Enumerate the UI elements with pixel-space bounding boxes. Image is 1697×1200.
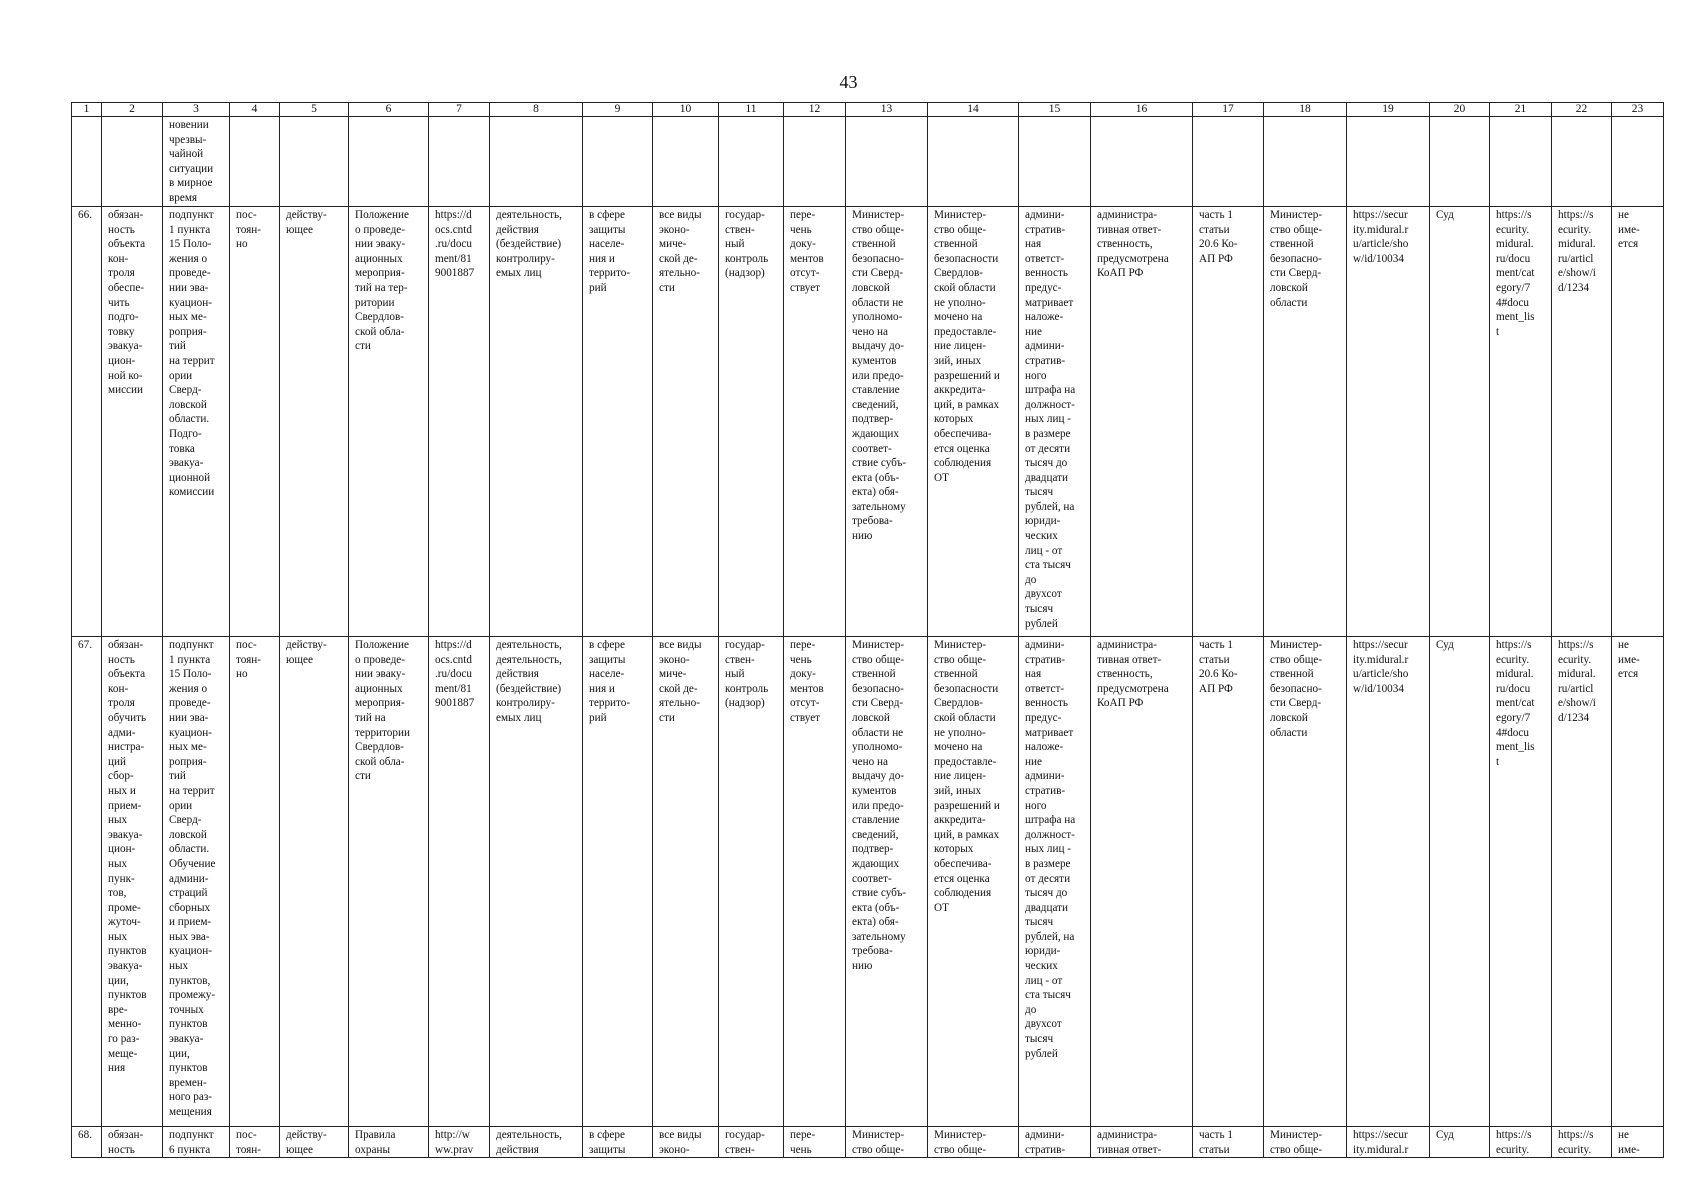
table-cell	[784, 117, 846, 207]
table-cell: https://d ocs.cntd .ru/docu ment/81 9001887	[429, 207, 490, 637]
table-cell: действу- ющее	[280, 637, 349, 1127]
table-row	[72, 117, 1664, 207]
table-cell: пос- тоян- но	[230, 637, 280, 1127]
column-number: 9	[583, 103, 653, 117]
table-row	[72, 1127, 1664, 1158]
table-cell: часть 1 статьи 20.6 Ко- АП РФ	[1193, 207, 1264, 637]
table-cell: деятельность, деятельность, действия (бездействие) контролиру- емых лиц	[490, 637, 583, 1127]
table-cell: Министер- ство обще- ственной безопасно- сти Сверд- ловской области не уполномо- чено на выдачу до- кументов или предо- ставление сведений, подтвер- ждающих соответ- ствие субъ- екта (объ- екта) обя- зательному требова- нию	[846, 207, 928, 637]
column-number: 8	[490, 103, 583, 117]
table-cell: в сфере защиты населе- ния и террито- рий	[583, 637, 653, 1127]
column-number: 11	[719, 103, 784, 117]
table-cell: Суд	[1430, 637, 1490, 1127]
table-cell: государ- ствен- ный контроль (надзор)	[719, 637, 784, 1127]
table-cell: https://secur ity.midural.r u/article/sho w/id/10034	[1347, 207, 1430, 637]
table-cell	[280, 117, 349, 207]
column-number: 21	[1490, 103, 1552, 117]
table-cell: действу- ющее	[280, 1127, 349, 1158]
table-cell: деятельность, действия	[490, 1127, 583, 1158]
table-cell: Положение о проведе- нии эваку- ационных мероприя- тий на тер- ритории Свердлов- ской обла- сти	[349, 207, 429, 637]
table-cell: http://w ww.prav	[429, 1127, 490, 1158]
table-cell: https://s ecurity. midural. ru/docu ment/cat egory/7 4#docu ment_lis t	[1490, 207, 1552, 637]
column-number: 22	[1552, 103, 1612, 117]
table-cell: часть 1 статьи 20.6 Ко- АП РФ	[1193, 637, 1264, 1127]
table-cell: обязан- ность объекта кон- троля обучить адми- нистра- ций сбор- ных и прием- ных эвакуа- цион- ных пунк- тов, проме- жуточ- ных пунктов эвакуа- ции, пунктов вре- менно- го раз- меще- ния	[102, 637, 163, 1127]
table-cell	[1490, 117, 1552, 207]
table-cell: Министер- ство обще-	[928, 1127, 1019, 1158]
table-cell: Министер- ство обще- ственной безопасности Свердлов- ской области не уполно- мочено на предоставле- ние лицен- зий, иных разрешений и аккредита- ций, в рамках которых обеспечива- ется оценка соблюдения ОТ	[928, 637, 1019, 1127]
table-cell: все виды эконо- миче- ской де- ятельно- сти	[653, 637, 719, 1127]
table-cell: администра- тивная ответ- ственность, предусмотрена КоАП РФ	[1091, 207, 1193, 637]
column-number: 6	[349, 103, 429, 117]
table-cell: в сфере защиты	[583, 1127, 653, 1158]
table-row	[72, 207, 1664, 637]
table-cell: подпункт 6 пункта	[163, 1127, 230, 1158]
table-cell: государ- ствен- ный контроль (надзор)	[719, 207, 784, 637]
table-cell: Министер- ство обще- ственной безопасно- сти Сверд- ловской области	[1264, 637, 1347, 1127]
table-cell: Министер- ство обще- ственной безопасности Свердлов- ской области не уполно- мочено на предоставле- ние лицен- зий, иных разрешений и аккредита- ций, в рамках которых обеспечива- ется оценка соблюдения ОТ	[928, 207, 1019, 637]
column-number: 15	[1019, 103, 1091, 117]
column-number: 1	[72, 103, 102, 117]
table-cell	[1347, 117, 1430, 207]
table-cell: https://secur ity.midural.r u/article/sho w/id/10034	[1347, 637, 1430, 1127]
table-cell	[1019, 117, 1091, 207]
table-cell	[1552, 117, 1612, 207]
table-cell: администра- тивная ответ- ственность, предусмотрена КоАП РФ	[1091, 637, 1193, 1127]
table-cell	[1091, 117, 1193, 207]
table-cell: пере- чень	[784, 1127, 846, 1158]
table-cell: Министер- ство обще-	[1264, 1127, 1347, 1158]
table-cell: админи- стратив- ная ответст- венность предус- матривает наложе- ние админи- стратив- ного штрафа на должност- ных лиц - в размере от десяти тысяч до двадцати тысяч рублей, на юриди- ческих лиц - от ста тысяч до двухсот тысяч рублей	[1019, 207, 1091, 637]
table-cell	[846, 117, 928, 207]
table-cell	[230, 117, 280, 207]
table-cell	[1264, 117, 1347, 207]
table-cell: https://secur ity.midural.r	[1347, 1127, 1430, 1158]
table-cell: подпункт 1 пункта 15 Поло- жения о проведе- нии эва- куацион- ных ме- роприя- тий на террит ории Сверд- ловской области. Подго- товка эвакуа- ционной комиссии	[163, 207, 230, 637]
table-cell: не име- ется	[1612, 637, 1664, 1127]
table-cell	[1612, 117, 1664, 207]
table-cell: https://s ecurity.	[1552, 1127, 1612, 1158]
table-cell: https://s ecurity. midural. ru/articl e/show/i d/1234	[1552, 207, 1612, 637]
table-cell: обязан- ность объекта кон- троля обеспе- чить подго- товку эвакуа- цион- ной ко- миссии	[102, 207, 163, 637]
column-number: 13	[846, 103, 928, 117]
table-cell: Положение о проведе- нии эваку- ационных мероприя- тий на территории Свердлов- ской обла- сти	[349, 637, 429, 1127]
row-number-cell	[72, 117, 102, 207]
table-cell: Министер- ство обще-	[846, 1127, 928, 1158]
table-cell: пере- чень доку- ментов отсут- ствует	[784, 207, 846, 637]
column-number: 2	[102, 103, 163, 117]
table-cell: все виды эконо- миче- ской де- ятельно- сти	[653, 207, 719, 637]
table-cell: обязан- ность	[102, 1127, 163, 1158]
table-cell: пос- тоян- но	[230, 207, 280, 637]
column-number: 14	[928, 103, 1019, 117]
table-cell: пере- чень доку- ментов отсут- ствует	[784, 637, 846, 1127]
table-cell: все виды эконо-	[653, 1127, 719, 1158]
column-number: 20	[1430, 103, 1490, 117]
table-cell: Суд	[1430, 207, 1490, 637]
table-cell: в сфере защиты населе- ния и террито- рий	[583, 207, 653, 637]
column-number: 12	[784, 103, 846, 117]
table-cell: пос- тоян-	[230, 1127, 280, 1158]
column-number: 19	[1347, 103, 1430, 117]
table-cell	[490, 117, 583, 207]
table-cell	[928, 117, 1019, 207]
column-number: 4	[230, 103, 280, 117]
table-cell	[349, 117, 429, 207]
row-number-cell: 66.	[72, 207, 102, 637]
table-cell: https://s ecurity. midural. ru/articl e/show/i d/1234	[1552, 637, 1612, 1127]
column-number: 16	[1091, 103, 1193, 117]
table-cell: действу- ющее	[280, 207, 349, 637]
table-cell: деятельность, действия (бездействие) контролиру- емых лиц	[490, 207, 583, 637]
table-cell: Суд	[1430, 1127, 1490, 1158]
table-cell	[1193, 117, 1264, 207]
column-number: 5	[280, 103, 349, 117]
column-number: 7	[429, 103, 490, 117]
table-cell: админи- стратив-	[1019, 1127, 1091, 1158]
table-cell: не име- ется	[1612, 207, 1664, 637]
column-number: 23	[1612, 103, 1664, 117]
column-number: 3	[163, 103, 230, 117]
table-cell	[429, 117, 490, 207]
column-number: 10	[653, 103, 719, 117]
table-cell: часть 1 статьи	[1193, 1127, 1264, 1158]
table-cell: Министер- ство обще- ственной безопасно- сти Сверд- ловской области не уполномо- чено на выдачу до- кументов или предо- ставление сведений, подтвер- ждающих соответ- ствие субъ- екта (объ- екта) обя- зательному требова- нию	[846, 637, 928, 1127]
page-number: 43	[839, 72, 858, 92]
row-number-cell: 67.	[72, 637, 102, 1127]
table-cell	[583, 117, 653, 207]
table-cell: новении чрезвы- чайной ситуации в мирное время	[163, 117, 230, 207]
table-cell: не име-	[1612, 1127, 1664, 1158]
table-cell: подпункт 1 пункта 15 Поло- жения о проведе- нии эва- куацион- ных ме- роприя- тий на террит ории Сверд- ловской области. Обучение админи- страций сборных и прием- ных эва- куацион- ных пунктов, промежу- точных пунктов эвакуа- ции, пунктов времен- ного раз- мещения	[163, 637, 230, 1127]
row-number-cell: 68.	[72, 1127, 102, 1158]
table-cell: админи- стратив- ная ответст- венность предус- матривает наложе- ние админи- стратив- ного штрафа на должност- ных лиц - в размере от десяти тысяч до двадцати тысяч рублей, на юриди- ческих лиц - от ста тысяч до двухсот тысяч рублей	[1019, 637, 1091, 1127]
register-table	[71, 102, 1664, 1158]
table-cell: администра- тивная ответ-	[1091, 1127, 1193, 1158]
table-cell: https://d ocs.cntd .ru/docu ment/81 9001887	[429, 637, 490, 1127]
table-row	[72, 637, 1664, 1127]
table-cell	[102, 117, 163, 207]
table-cell	[1430, 117, 1490, 207]
table-cell: государ- ствен-	[719, 1127, 784, 1158]
table-cell	[653, 117, 719, 207]
table-cell: Правила охраны	[349, 1127, 429, 1158]
column-number-row	[72, 103, 1664, 117]
column-number: 18	[1264, 103, 1347, 117]
table-cell	[719, 117, 784, 207]
column-number: 17	[1193, 103, 1264, 117]
table-cell: https://s ecurity.	[1490, 1127, 1552, 1158]
table-cell: Министер- ство обще- ственной безопасно- сти Сверд- ловской области	[1264, 207, 1347, 637]
table-cell: https://s ecurity. midural. ru/docu ment/cat egory/7 4#docu ment_lis t	[1490, 637, 1552, 1127]
